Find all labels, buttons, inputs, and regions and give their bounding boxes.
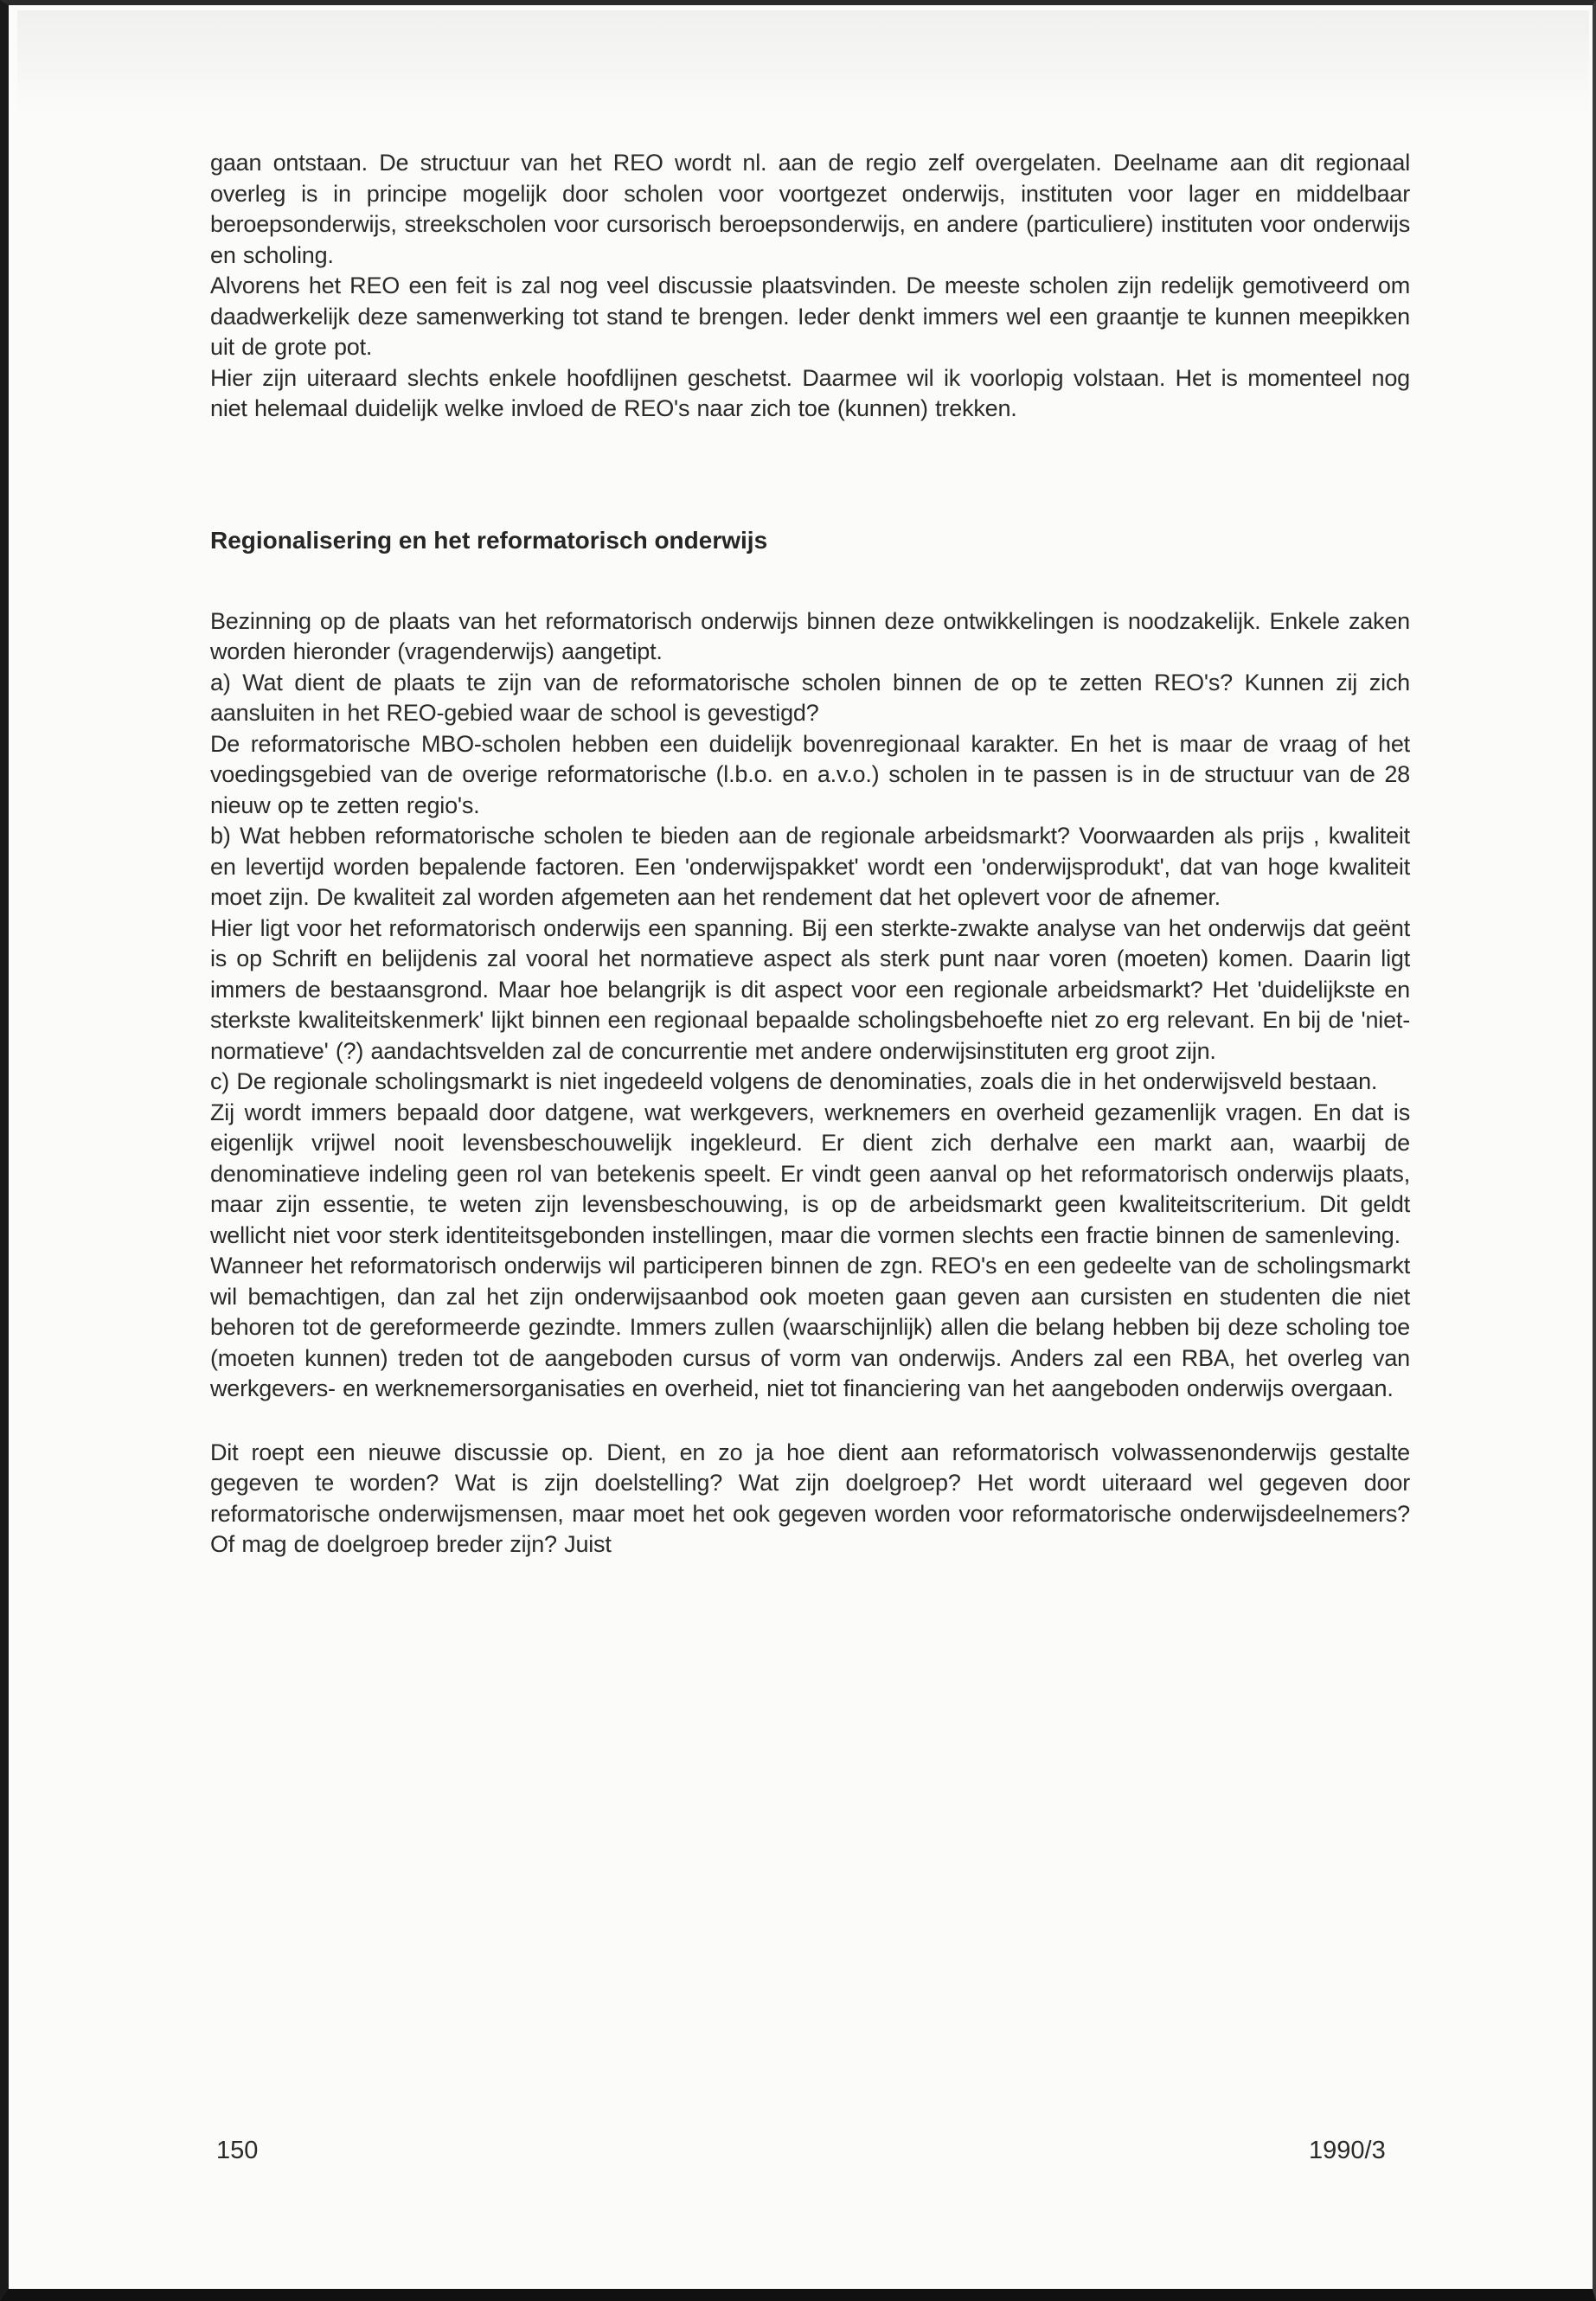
section-paragraph-c: c) De regionale scholingsmarkt is niet ingedeeld volgens de denominaties, zoals die in het onderwijsveld bestaan. <box>210 1068 1378 1094</box>
section-paragraph-b: b) Wat hebben reformatorische scholen te bieden aan de regionale arbeidsmarkt? Voorwaarden als prijs , kwaliteit en levertijd worden bepalende factoren. Een 'onderwijspakket' wordt een 'onderwijsprodukt', dat van hoge kwaliteit moet zijn. De kwaliteit zal worden afgemeten aan het rendement dat het oplevert voor de afnemer. <box>210 823 1410 910</box>
intro-paragraph-3: Hier zijn uiteraard slechts enkele hoofdlijnen geschetst. Daarmee wil ik voorlopig volstaan. Het is momenteel nog niet helemaal duidelijk welke invloed de REO's naar zich toe (kunnen) trekken. <box>210 364 1410 421</box>
closing-paragraph: Dit roept een nieuwe discussie op. Dient, en zo ja hoe dient aan reformatorisch volwassenonderwijs gestalte gegeven te worden? Wat is zijn doelstelling? Wat zijn doelgroep? Het wordt uiteraard wel gegeven door reformatorische onderwijsmensen, maar moet het ook gegeven worden voor reformatorische onderwijsdeelnemers? Of mag de doelgroep breder zijn? Juist <box>210 1439 1410 1557</box>
issue-number: 1990/3 <box>1309 2137 1386 2164</box>
section-body <box>210 606 1410 1405</box>
section-paragraph-participeren: Wanneer het reformatorisch onderwijs wil participeren binnen de zgn. REO's en een gedeelte van de scholingsmarkt wil bemachtigen, dan zal het zijn onderwijsaanbod ook moeten gaan geven aan cursisten en studenten die niet behoren tot de gereformeerde gezindte. Immers zullen (waarschijnlijk) allen die belang hebben bij deze scholing toe (moeten kunnen) treden tot de aangeboden cursus of vorm van onderwijs. Anders zal een RBA, het overleg van werkgevers- en werknemersorganisaties en overheid, niet tot financiering van het aangeboden onderwijs overgaan. <box>210 1253 1410 1401</box>
section-paragraph-1: Bezinning op de plaats van het reformatorisch onderwijs binnen deze ontwikkelingen is noodzakelijk. Enkele zaken worden hieronder (vragenderwijs) aangetipt. <box>210 607 1410 664</box>
section-paragraph-a: a) Wat dient de plaats te zijn van de reformatorische scholen binnen de op te zetten REO's? Kunnen zij zich aansluiten in het REO-gebied waar de school is gevestigd? <box>210 669 1410 726</box>
section-heading: Regionalisering en het reformatorisch onderwijs <box>210 526 768 554</box>
page-number: 150 <box>216 2137 259 2164</box>
intro-paragraph-2: Alvorens het REO een feit is zal nog veel discussie plaatsvinden. De meeste scholen zijn redelijk gemotiveerd om daadwerkelijk deze samenwerking tot stand te brengen. Ieder denkt immers wel een graantje te kunnen meepikken uit de grote pot. <box>210 272 1410 360</box>
scan-shading <box>17 10 1589 114</box>
page-body <box>210 148 1410 1561</box>
section-paragraph-spanning: Hier ligt voor het reformatorisch onderwijs een spanning. Bij een sterkte-zwakte analyse van het onderwijs dat geënt is op Schrift en belijdenis zal vooral het normatieve aspect als sterk punt naar voren (moeten) komen. Daarin ligt immers de bestaansgrond. Maar hoe belangrijk is dit aspect voor een regionale arbeidsmarkt? Het 'duidelijkste en sterkste kwaliteitskenmerk' lijkt binnen een regionaal bepaalde scholingsbehoefte niet zo erg relevant. En bij de 'niet-normatieve' (?) aandachtsvelden zal de concurrentie met andere onderwijsinstituten erg groot zijn. <box>210 914 1410 1064</box>
intro-paragraph-1: gaan ontstaan. De structuur van het REO wordt nl. aan de regio zelf overgelaten. Deelname aan dit regionaal overleg is in principe mogelijk door scholen voor voortgezet onderwijs, instituten voor lager en middelbaar beroepsonderwijs, streekscholen voor cursorisch beroepsonderwijs, en andere (particuliere) instituten voor onderwijs en scholing. <box>210 150 1410 268</box>
section-paragraph-mbo: De reformatorische MBO-scholen hebben een duidelijk bovenregionaal karakter. En het is maar de vraag of het voedingsgebied van de overige reformatorische (l.b.o. en a.v.o.) scholen in te passen is in de structuur van de 28 nieuw op te zetten regio's. <box>210 730 1410 818</box>
paragraph-gap <box>210 1405 1410 1438</box>
section-paragraph-markt: Zij wordt immers bepaald door datgene, wat werkgevers, werknemers en overheid gezamenlijk vragen. En dat is eigenlijk vrijwel nooit levensbeschouwelijk ingekleurd. Er dient zich derhalve een markt aan, waarbij de denominatieve indeling geen rol van betekenis speelt. Er vindt geen aanval op het reformatorisch onderwijs plaats, maar zijn essentie, te weten zijn levensbeschouwing, is op de arbeidsmarkt geen kwaliteitscriterium. Dit geldt wellicht niet voor sterk identiteitsgebonden instellingen, maar die vormen slechts een fractie binnen de samenleving. <box>210 1099 1410 1248</box>
